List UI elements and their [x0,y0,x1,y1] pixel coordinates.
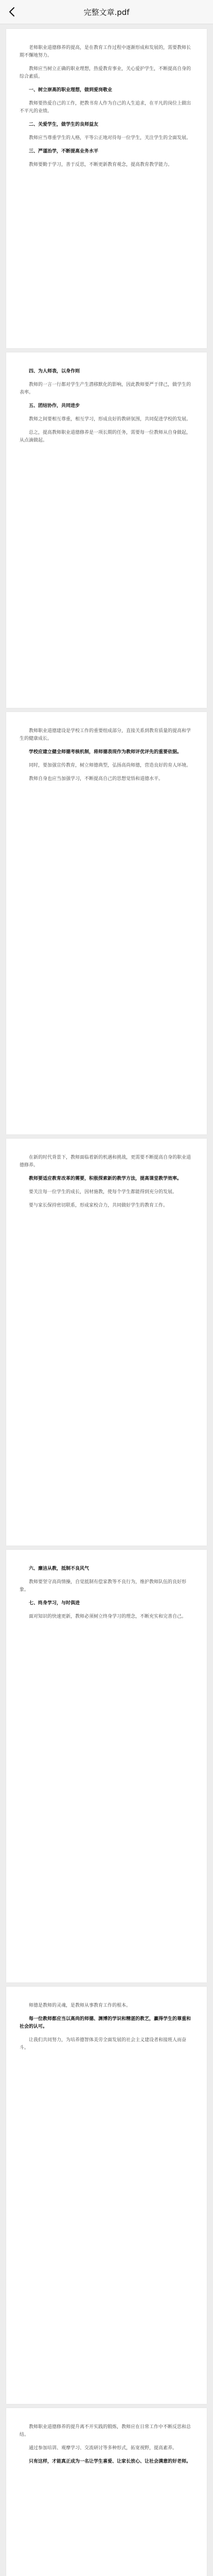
pdf-page [6,712,207,1134]
pdf-page [6,1987,207,2404]
paragraph: 教师自身也应当加强学习，不断提高自己的思想觉悟和道德水平。 [29,776,164,782]
paragraph: 教师应当尊重学生的人格，平等公正地对待每一位学生，关注学生的全面发展。 [29,135,191,141]
section-heading: 五、团结协作，共同进步 [29,403,80,409]
pdf-page [6,1139,207,1546]
pdf-page [6,2408,207,2576]
title-bar [0,0,213,24]
section-heading: 一、树立崇高的职业理想，做到爱岗敬业 [29,88,113,93]
pdf-page [6,29,207,348]
paragraph: 老师职业道德修养的提高，是在教育工作过程中逐渐形成和发展的，需要教师长期不懈地努力。 [20,45,191,58]
paragraph: 通过参加培训、观摩学习、交流研讨等多种形式，拓宽视野，提高素养。 [29,2446,177,2451]
section-heading: 六、廉洁从教，抵制不良风气 [29,1566,90,1571]
pdf-page [6,1550,207,1982]
paragraph: 师德是教师的灵魂，是教师从事教育工作的根本。 [29,2003,131,2008]
paragraph: 同时，要加强宣传教育，树立师德典型，弘扬高尚师德，营造良好的育人环境。 [29,763,191,768]
paragraph: 教师之间要相互尊重，相互学习，形成良好的教研氛围，共同促进学校的发展。 [29,417,191,422]
section-heading: 只有这样，才能真正成为一名让学生喜爱、让家长放心、让社会满意的好老师。 [29,2459,191,2464]
paragraph: 教师职业道德修养的提升离不开实践的锻炼，教师应在日常工作中不断反思和总结。 [20,2425,191,2437]
section-heading: 七、终身学习，与时俱进 [29,1601,80,1606]
paragraph: 教师要坚守高尚情操，自觉抵制有偿家教等不良行为，维护教师队伍的良好形象。 [20,1580,187,1592]
paragraph: 在新的时代背景下，教师面临着新的机遇和挑战，更需要不断提高自身的职业道德修养。 [20,1155,191,1168]
section-heading: 学校应建立健全师德考核机制，将师德表现作为教师评优评先的重要依据。 [29,750,182,755]
section-heading: 四、为人师表，以身作则 [29,369,80,374]
paragraph: 面对知识的快速更新，教师必须树立终身学习的理念，不断充实和完善自己。 [29,1614,187,1619]
paragraph: 让我们共同努力，为培养德智体美劳全面发展的社会主义建设者和接班人而奋斗。 [20,2038,187,2050]
paragraph: 总之，提高教师职业道德修养是一项长期的任务，需要每一位教师从自身做起，从点滴做起。 [20,430,191,443]
document-title: 完整文章.pdf [83,8,130,17]
document-pages[interactable] [6,29,207,2576]
paragraph: 要与家长保持密切联系，形成家校合力，共同做好学生的教育工作。 [29,1203,168,1208]
pdf-page [6,352,207,708]
section-heading: 教师要适应教育改革的需要，积极探索新的教学方法，提高课堂教学效率。 [29,1176,182,1181]
section-heading: 三、严谨治学，不断提高业务水平 [29,149,99,154]
paragraph: 教师要勤于学习，善于反思，不断更新教育观念，提高教育教学能力。 [29,162,173,167]
paragraph: 要关注每一位学生的成长，因材施教，使每个学生都能得到充分的发展。 [29,1190,177,1195]
paragraph: 教师要热爱自己的工作，把教书育人作为自己的人生追求，在平凡的岗位上做出不平凡的业绩。 [20,101,191,114]
section-heading: 每一位教师都应当以高尚的师德、渊博的学识和精湛的教艺，赢得学生的尊重和社会的认可。 [20,2016,191,2029]
paragraph: 教师的一言一行都对学生产生潜移默化的影响，因此教师要严于律己，做学生的表率。 [20,382,191,395]
section-heading: 二、关爱学生，做学生的良师益友 [29,122,99,127]
paragraph: 教师应当树立正确的职业理想，热爱教育事业，关心爱护学生，不断提高自身的综合素质。 [20,66,191,79]
paragraph: 教师职业道德建设是学校工作的重要组成部分，直接关系到教育质量的提高和学生的健康成长。 [20,728,191,741]
